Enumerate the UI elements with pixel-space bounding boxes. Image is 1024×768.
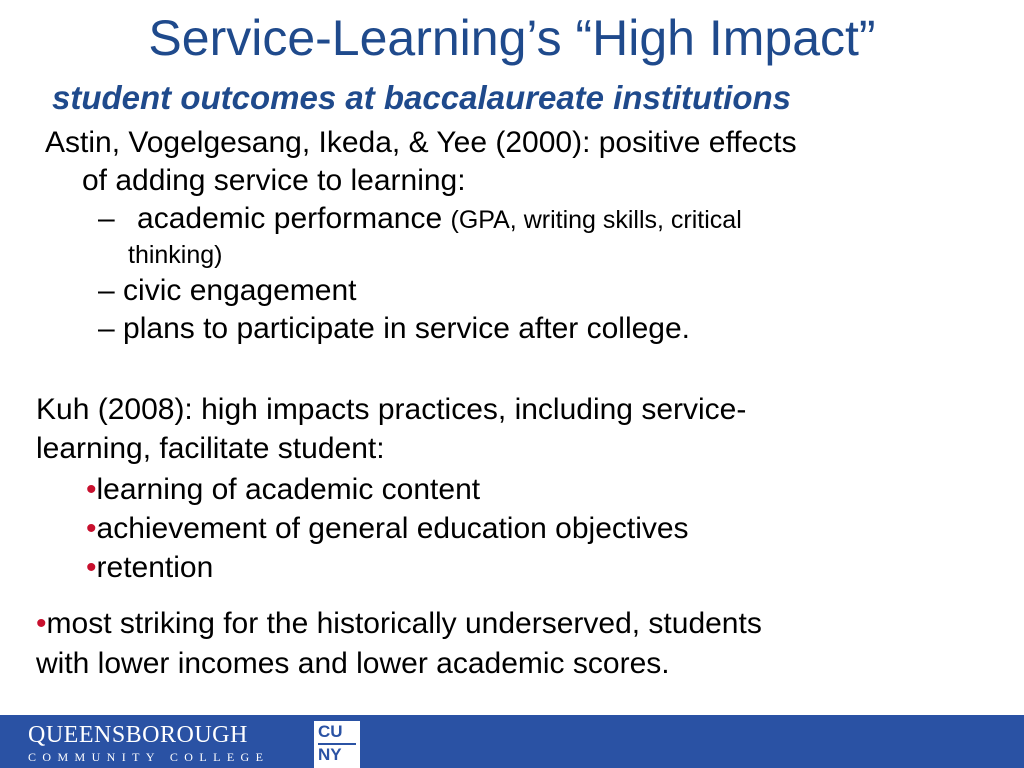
cuny-logo-top: CU <box>318 722 343 741</box>
kuh-intro-line1: Kuh (2008): high impacts practices, including service- <box>36 393 747 426</box>
bullet-marker: • <box>86 473 97 506</box>
cuny-logo-bottom: NY <box>318 745 342 764</box>
footer-bar <box>0 715 1024 768</box>
college-subtitle: COMMUNITY COLLEGE <box>28 750 270 764</box>
kuh-intro-line2: learning, facilitate student: <box>36 432 385 465</box>
kuh-bullet-text: learning of academic content <box>96 473 481 506</box>
slide-title: Service-Learning’s “High Impact” <box>148 10 876 66</box>
astin-item-service <box>98 310 690 348</box>
astin-item-detail-line2: thinking) <box>128 241 223 269</box>
closing-text: most striking for the historically underserved, students <box>46 607 762 640</box>
dash-marker: – <box>98 202 115 235</box>
kuh-bullet-text: retention <box>96 551 214 584</box>
dash-marker: – <box>98 274 115 307</box>
kuh-bullet-retention <box>86 549 213 587</box>
kuh-bullet-gen-ed <box>86 510 689 548</box>
astin-intro-line2: of adding service to learning: <box>82 164 466 197</box>
slide-subtitle: student outcomes at baccalaureate institutions <box>52 79 791 116</box>
closing-bullet-line2: with lower incomes and lower academic scores. <box>36 647 670 680</box>
bullet-marker: • <box>86 512 97 545</box>
astin-item-civic <box>98 272 357 310</box>
bullet-marker: • <box>36 607 47 640</box>
kuh-bullet-academic-content <box>86 471 480 509</box>
dash-marker: – <box>98 312 115 345</box>
kuh-bullet-text: achievement of general education objectives <box>96 512 689 545</box>
bullet-marker: • <box>86 551 97 584</box>
astin-item-detail: (GPA, writing skills, critical <box>450 206 742 234</box>
closing-bullet-line1 <box>36 605 762 643</box>
cuny-logo <box>314 721 360 768</box>
college-name: QUEENSBOROUGH <box>28 722 248 748</box>
astin-item-academic <box>98 200 742 239</box>
astin-item-main: plans to participate in service after college. <box>123 312 690 345</box>
astin-intro-line1: Astin, Vogelgesang, Ikeda, & Yee (2000): positive effects <box>45 126 797 159</box>
astin-item-main: civic engagement <box>123 274 357 307</box>
astin-item-main: academic performance <box>137 202 443 235</box>
